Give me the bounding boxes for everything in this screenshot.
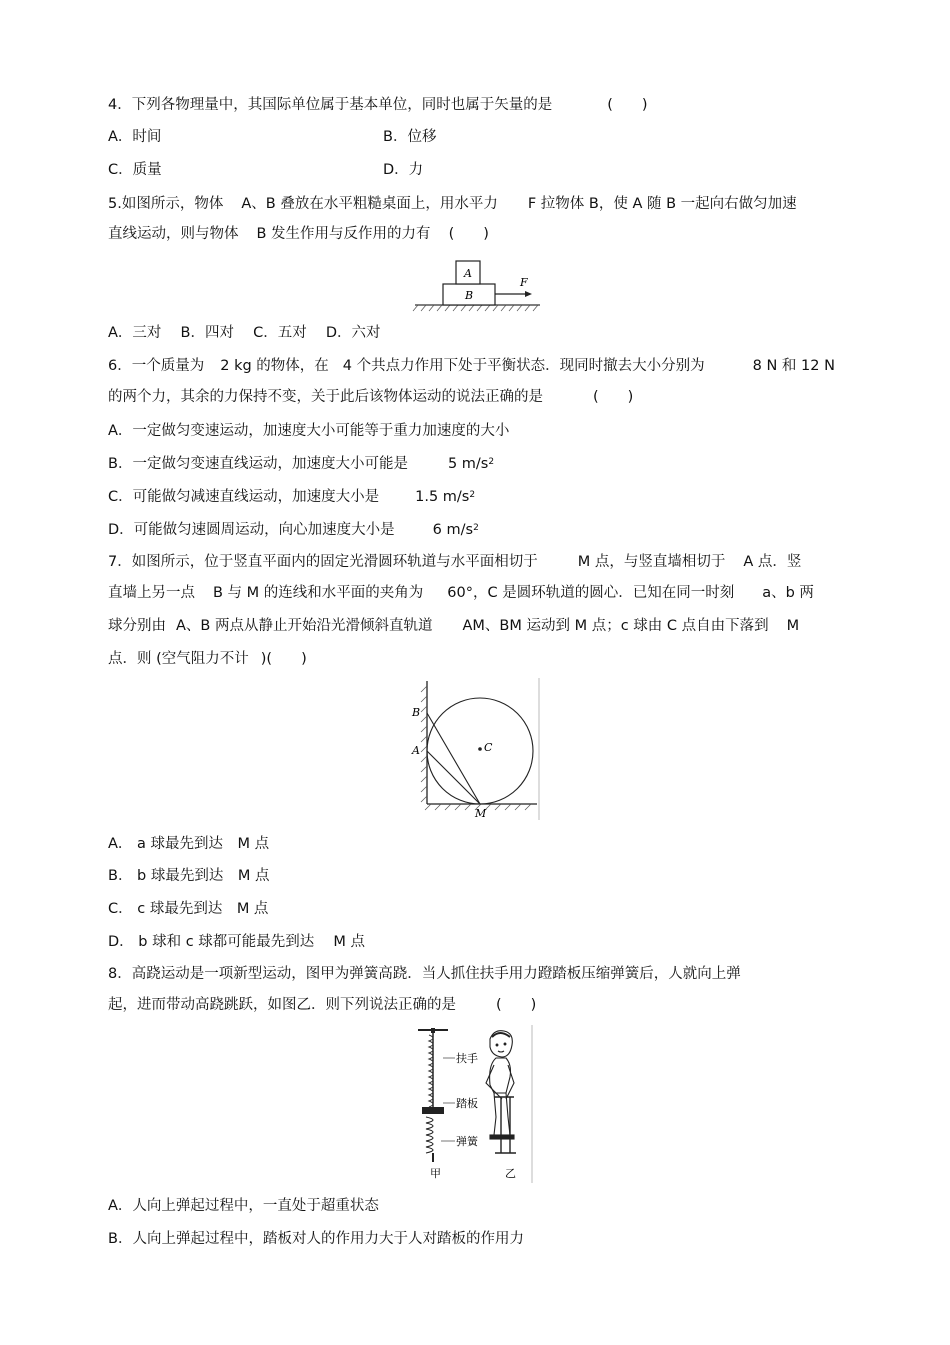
q8-figure <box>410 1025 545 1185</box>
q7-line3 <box>108 616 799 636</box>
q6-paren: ( ) <box>593 389 634 405</box>
label-a: A <box>464 267 472 280</box>
q6-option-d-value: 6 m/s <box>432 522 474 538</box>
q6-option-c <box>108 487 475 507</box>
q7-line2-a: 直墙上另一点 <box>108 585 195 601</box>
q7-line1 <box>108 552 801 572</box>
q6-option-d <box>108 520 479 540</box>
q7-option-c: C． c 球最先到达 M 点 <box>108 901 269 917</box>
wall-hatch <box>421 686 427 802</box>
stilt-pedal <box>422 1107 444 1114</box>
q7-line4-a: 点．则 (空气阻力不计 <box>108 651 249 667</box>
q7-line3-d: M <box>786 618 800 634</box>
q7-line1-a: 7．如图所示，位于竖直平面内的固定光滑圆环轨道与水平面相切于 <box>108 554 538 570</box>
q6-option-c-sup: 2 <box>469 490 476 500</box>
q7-option-d: D． b 球和 c 球都可能最先到达 M 点 <box>108 934 366 950</box>
label-spring: 弹簧 <box>456 1135 478 1148</box>
q4-option-d: D．力 <box>383 162 424 178</box>
q6-line1 <box>108 356 835 376</box>
ground-hatch <box>413 305 538 311</box>
q4-option-b: B．位移 <box>383 129 437 145</box>
q4-stem-text: 4．下列各物理量中，其国际单位属于基本单位，同时也属于矢量的是 <box>108 97 553 113</box>
q6-option-b-text: B．一定做匀变速直线运动，加速度大小可能是 <box>108 456 408 472</box>
q5-options: A．三对 B．四对 C．五对 D．六对 <box>108 325 381 341</box>
q5-paren: ( ) <box>448 226 489 242</box>
q7-line3-c: AM、BM 运动到 M 点；c 球由 C 点自由下落到 <box>462 618 769 634</box>
q7-line3-b: A、B 两点从静止开始沿光滑倾斜直轨道 <box>176 618 433 634</box>
q6-option-b-value: 5 m/s <box>447 456 489 472</box>
q7-line2-d: a、b 两 <box>762 585 814 601</box>
q5-line1 <box>108 194 797 214</box>
label-b: B <box>464 289 474 302</box>
q7-line2 <box>108 583 814 603</box>
stilt-handle-joint <box>431 1028 435 1033</box>
q4-stem <box>108 95 648 115</box>
q8-line2 <box>108 995 536 1015</box>
label-yi: 乙 <box>505 1167 516 1180</box>
q6-line1-d: 8 N 和 12 N <box>752 358 835 374</box>
q5-line2 <box>108 224 489 244</box>
q6-line1-c: 4 个共点力作用下处于平衡状态．现同时撤去大小分别为 <box>342 358 705 374</box>
q5-line2-b: B 发生作用与反作用的力有 <box>256 226 431 242</box>
q6-line2-text: 的两个力，其余的力保持不变，关于此后该物体运动的说法正确的是 <box>108 389 543 405</box>
q8-line2-a: 起，进而带动高跷跳跃，如图乙．则下列说法正确的是 <box>108 997 456 1013</box>
q5-line1-a: 5.如图所示，物体 <box>108 196 224 212</box>
q8-paren: ( ) <box>496 997 537 1013</box>
q7-option-b: B． b 球最先到达 M 点 <box>108 868 270 884</box>
q6-option-d-sup: 2 <box>473 523 479 533</box>
label-f: F <box>520 276 528 289</box>
q6-option-c-text: C．可能做匀减速直线运动，加速度大小是 <box>108 489 380 505</box>
q4-paren: ( ) <box>607 97 648 113</box>
label-m: M <box>475 807 487 820</box>
q7-line1-b: M 点，与竖直墙相切于 <box>577 554 726 570</box>
q7-line4 <box>108 649 307 669</box>
label-b: B <box>412 706 421 719</box>
q6-line1-a: 6．一个质量为 <box>108 358 205 374</box>
q8-option-b: B．人向上弹起过程中，踏板对人的作用力大于人对踏板的作用力 <box>108 1231 524 1247</box>
q4-option-c: C．质量 <box>108 162 162 178</box>
label-handle: 扶手 <box>456 1052 478 1065</box>
person-on-stilts <box>486 1031 516 1153</box>
q7-line2-b: B 与 M 的连线和水平面的夹角为 <box>213 585 424 601</box>
q7-line2-c: 60°，C 是圆环轨道的圆心．已知在同一时刻 <box>447 585 735 601</box>
q6-option-c-value: 1.5 m/s <box>415 489 470 505</box>
q5-figure <box>410 255 545 313</box>
label-c: C <box>484 741 493 754</box>
center-point <box>478 747 482 751</box>
q7-line1-c: A 点．竖 <box>743 554 802 570</box>
q7-figure <box>405 678 545 823</box>
q6-line2 <box>108 387 633 407</box>
circular-track <box>427 698 533 804</box>
stilt-spring <box>426 1117 433 1153</box>
q4-option-a: A．时间 <box>108 129 162 145</box>
q5-line2-a: 直线运动，则与物体 <box>108 226 239 242</box>
q6-option-d-text: D．可能做匀速圆周运动，向心加速度大小是 <box>108 522 395 538</box>
q5-line1-c: F 拉物体 B，使 A 随 B 一起向右做匀加速 <box>527 196 797 212</box>
q8-line1: 8．高跷运动是一项新型运动，图甲为弹簧高跷．当人抓住扶手用力蹬踏板压缩弹簧后，人就向上弹 <box>108 966 741 982</box>
q6-line1-b: 2 kg 的物体，在 <box>220 358 329 374</box>
label-a: A <box>412 744 420 757</box>
label-pedal: 踏板 <box>456 1097 478 1110</box>
q7-line4-b: )( ) <box>260 651 307 667</box>
q6-option-b-sup: 2 <box>488 457 495 467</box>
q6-option-a: A．一定做匀变速运动，加速度大小可能等于重力加速度的大小 <box>108 423 510 439</box>
q6-option-b <box>108 454 494 474</box>
q7-line3-a: 球分别由 <box>108 618 166 634</box>
q7-option-a: A． a 球最先到达 M 点 <box>108 836 270 852</box>
q5-line1-b: A、B 叠放在水平粗糙桌面上，用水平力 <box>241 196 498 212</box>
label-jia: 甲 <box>430 1167 441 1180</box>
q8-option-a: A．人向上弹起过程中，一直处于超重状态 <box>108 1198 379 1214</box>
force-arrowhead <box>525 291 532 297</box>
